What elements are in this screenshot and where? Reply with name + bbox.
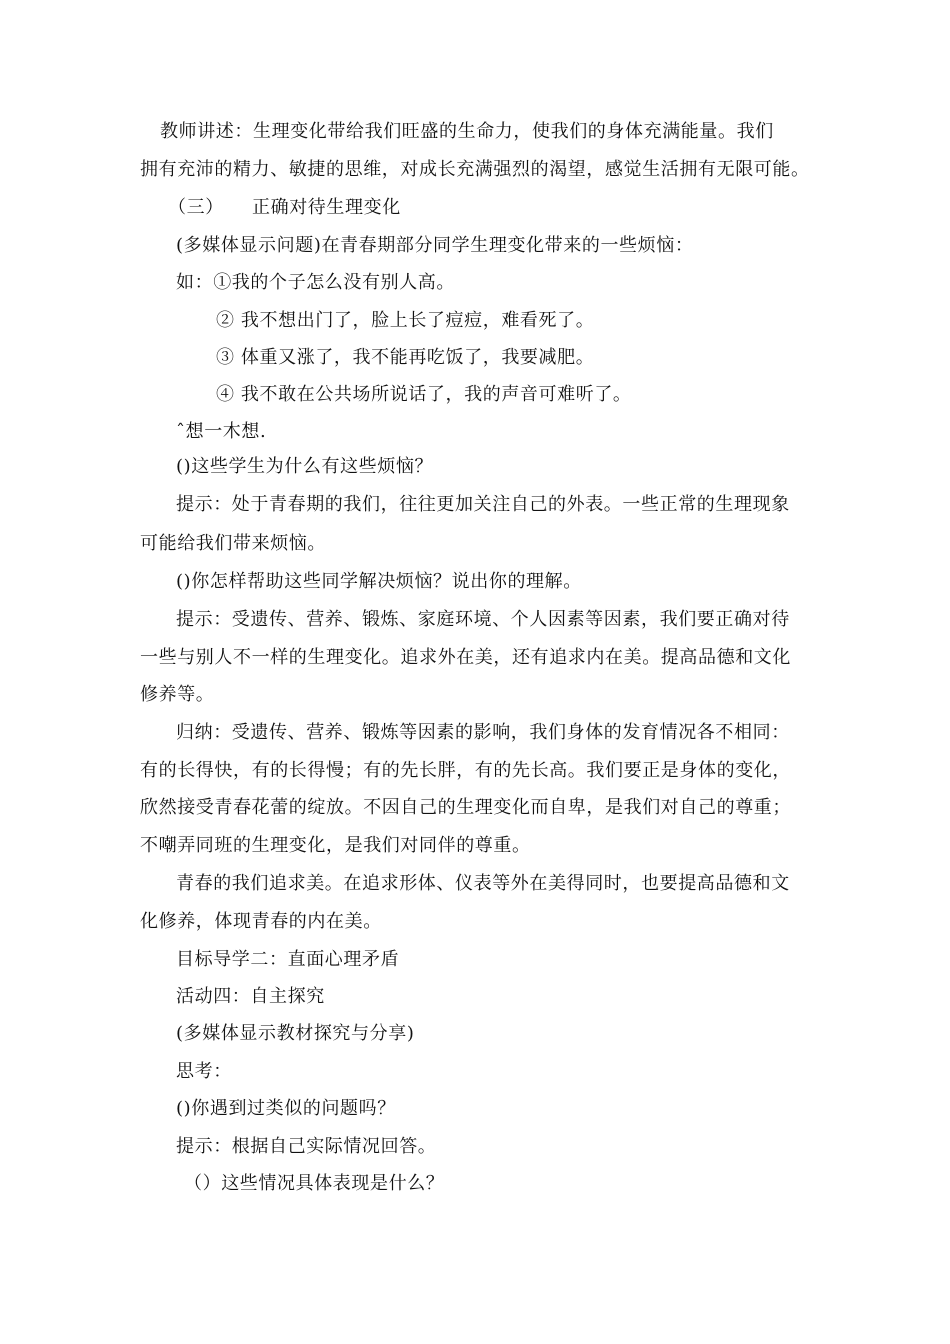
text-line: ˆ想一木想. bbox=[176, 421, 267, 442]
hint-line: 修养等。 bbox=[140, 684, 215, 705]
summary-line: 不嘲弄同班的生理变化，是我们对同伴的尊重。 bbox=[140, 835, 531, 856]
hint-line: 可能给我们带来烦恼。 bbox=[140, 533, 326, 554]
text-line: 化修养，体现青春的内在美。 bbox=[140, 911, 382, 932]
hint-line: 提示：处于青春期的我们，往往更加关注自己的外表。一些正常的生理现象 bbox=[176, 494, 790, 515]
text-line: 青春的我们追求美。在追求形体、仪表等外在美得同时，也要提高品德和文 bbox=[176, 873, 790, 894]
summary-line: 归纳：受遗传、营养、锻炼等因素的影响，我们身体的发育情况各不相同： bbox=[176, 722, 790, 743]
list-item: ② 我不想出门了，脸上长了痘痘，难看死了。 bbox=[216, 310, 595, 331]
section-heading: 目标导学二：直面心理矛盾 bbox=[176, 949, 400, 970]
hint-line: 提示：受遗传、营养、锻炼、家庭环境、个人因素等因素，我们要正确对待 bbox=[176, 609, 790, 630]
section-heading: 活动四：自主探究 bbox=[176, 986, 325, 1007]
question-line: ()你遇到过类似的问题吗？ bbox=[176, 1098, 396, 1119]
list-item: 如：①我的个子怎么没有别人高。 bbox=[176, 272, 455, 293]
text-line: (多媒体显示教材探究与分享) bbox=[176, 1023, 415, 1044]
summary-line: 有的长得快，有的长得慢；有的先长胖，有的先长高。我们要正是身体的变化， bbox=[140, 760, 791, 781]
section-heading: （三） 正确对待生理变化 bbox=[168, 197, 401, 218]
question-line: （）这些情况具体表现是什么？ bbox=[184, 1173, 445, 1194]
question-line: ()这些学生为什么有这些烦恼？ bbox=[176, 456, 434, 477]
summary-line: 欣然接受青春花蕾的绽放。不因自己的生理变化而自卑，是我们对自己的尊重； bbox=[140, 797, 791, 818]
text-line: 拥有充沛的精力、敏捷的思维，对成长充满强烈的渴望，感觉生活拥有无限可能。 bbox=[140, 159, 810, 180]
list-item: ③ 体重又涨了，我不能再吃饭了，我要减肥。 bbox=[216, 347, 595, 368]
hint-line: 提示：根据自己实际情况回答。 bbox=[176, 1136, 437, 1157]
text-line: 教师讲述：生理变化带给我们旺盛的生命力，使我们的身体充满能量。我们 bbox=[160, 121, 774, 142]
list-item: ④ 我不敢在公共场所说话了，我的声音可难听了。 bbox=[216, 384, 632, 405]
hint-line: 一些与别人不一样的生理变化。追求外在美，还有追求内在美。提高品德和文化 bbox=[140, 647, 791, 668]
question-line: ()你怎样帮助这些同学解决烦恼？说出你的理解。 bbox=[176, 571, 582, 592]
text-line: (多媒体显示问题)在青春期部分同学生理变化带来的一些烦恼： bbox=[176, 235, 694, 256]
text-line: 思考： bbox=[176, 1061, 232, 1082]
